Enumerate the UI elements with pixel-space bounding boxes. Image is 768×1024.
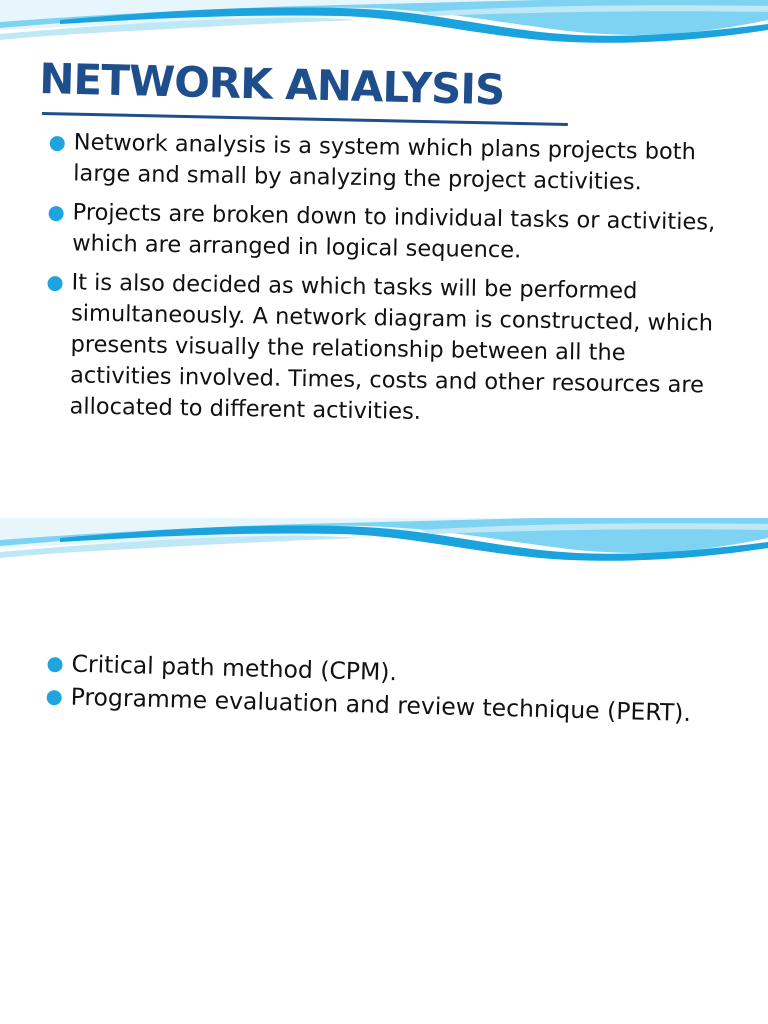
slide-title: NETWORK ANALYSIS	[38, 54, 505, 115]
bullet-list	[43, 127, 720, 441]
bullet-icon	[47, 690, 62, 705]
slide-methods	[0, 512, 768, 1024]
bullet-text: Network analysis is a system which plans projects both large and small by analyzing the project activities.	[73, 129, 697, 196]
bullet-text: Critical path method (CPM).	[71, 649, 398, 687]
decorative-wave-header	[0, 0, 768, 58]
decorative-wave-header	[0, 512, 768, 570]
bullet-text: Programme evaluation and review technique (PERT).	[70, 682, 692, 727]
bullet-icon	[50, 136, 65, 151]
bullet-text: It is also decided as which tasks will be performed simultaneously. A network diagram is constructed, which presents visually the relationship between all the activities involved. Times, costs and other resources are allocated to different activities.	[69, 269, 714, 425]
title-underline	[42, 112, 568, 126]
bullet-list	[44, 648, 745, 732]
bullet-icon	[47, 276, 62, 291]
bullet-text: Projects are broken down to individual tasks or activities, which are arranged in logical sequence.	[71, 199, 716, 264]
bullet-item	[43, 267, 717, 433]
bullet-icon	[47, 657, 62, 672]
bullet-icon	[49, 206, 64, 221]
bullet-item	[46, 197, 719, 270]
bullet-item	[47, 127, 720, 200]
